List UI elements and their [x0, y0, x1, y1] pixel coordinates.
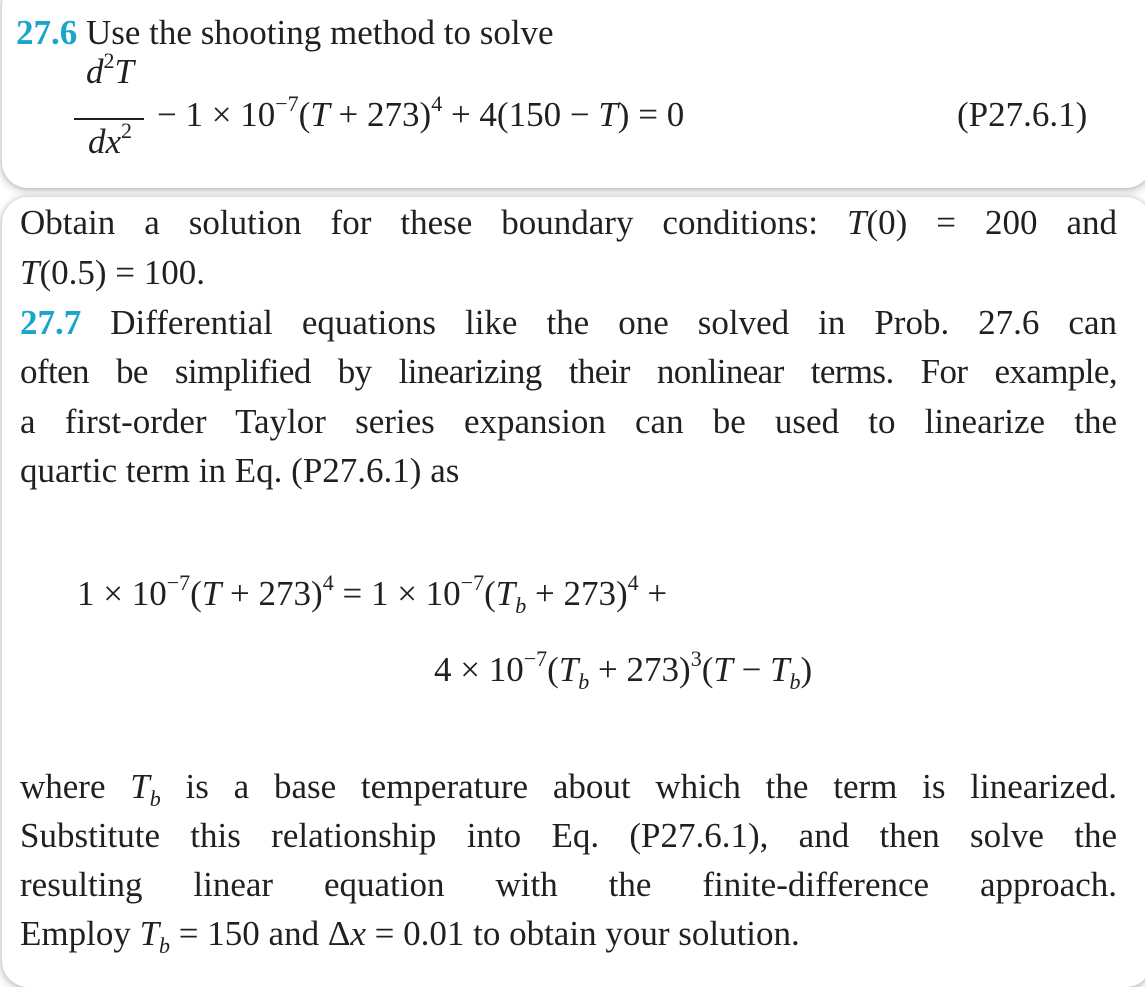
boundary-conditions-line1: Obtain a solution for these boundary conditions: T(0) = 200 and	[20, 203, 1117, 242]
equation-label: (P27.6.1)	[957, 95, 1088, 134]
problem-number-27-6: 27.6	[16, 13, 78, 52]
problem-27-7-line4: quartic term in Eq. (P27.6.1) as	[20, 451, 460, 490]
equation-body: − $1 \times 10^{-7}(T + 273)^4 + 4(150 - T) = 0$	[157, 91, 685, 134]
problem-27-6-intro: Use the shooting method to solve	[86, 13, 554, 52]
after-line1: where $T_b$ is a base temperature about which the term is linearized.	[20, 767, 1117, 811]
taylor-equation-line1: $1 \times 10^{-7}(T + 273)^4 = 1 \times 10^{-7}(T_b + 273)^4$ +	[77, 570, 668, 618]
problem-27-7-line2: often be simplified by linearizing their nonlinear terms. For example,	[20, 352, 1117, 391]
problem-27-7-line1: 27.7 Differential equations like the one solved in Prob. 27.6 can	[20, 303, 1117, 342]
problem-27-7-line3: a first-order Taylor series expansion can be used to linearize the	[20, 402, 1117, 441]
after-line3: resulting linear equation with the finite-difference approach.	[20, 865, 1117, 904]
after-line4: Employ $T_b = 150$ and Δx = 0.01 to obtain your solution.	[20, 914, 800, 958]
problem-27-6-card	[2, 0, 1145, 188]
taylor-equation-line2: $4 \times 10^{-7}(T_b + 273)^3(T - T_b)$	[434, 646, 813, 694]
problem-27-6-heading	[16, 13, 554, 53]
boundary-conditions-line2: T(0.5) = 100.	[20, 253, 206, 292]
fraction-denominator: $dx^2$	[87, 118, 133, 161]
problem-text-card	[2, 197, 1145, 987]
after-line2: Substitute this relationship into Eq. (P27.6.1), and then solve the	[20, 816, 1117, 855]
fraction-numerator: $d^2T$	[86, 48, 134, 91]
fraction-bar	[74, 118, 144, 120]
problem-number-27-7: 27.7	[20, 303, 82, 342]
